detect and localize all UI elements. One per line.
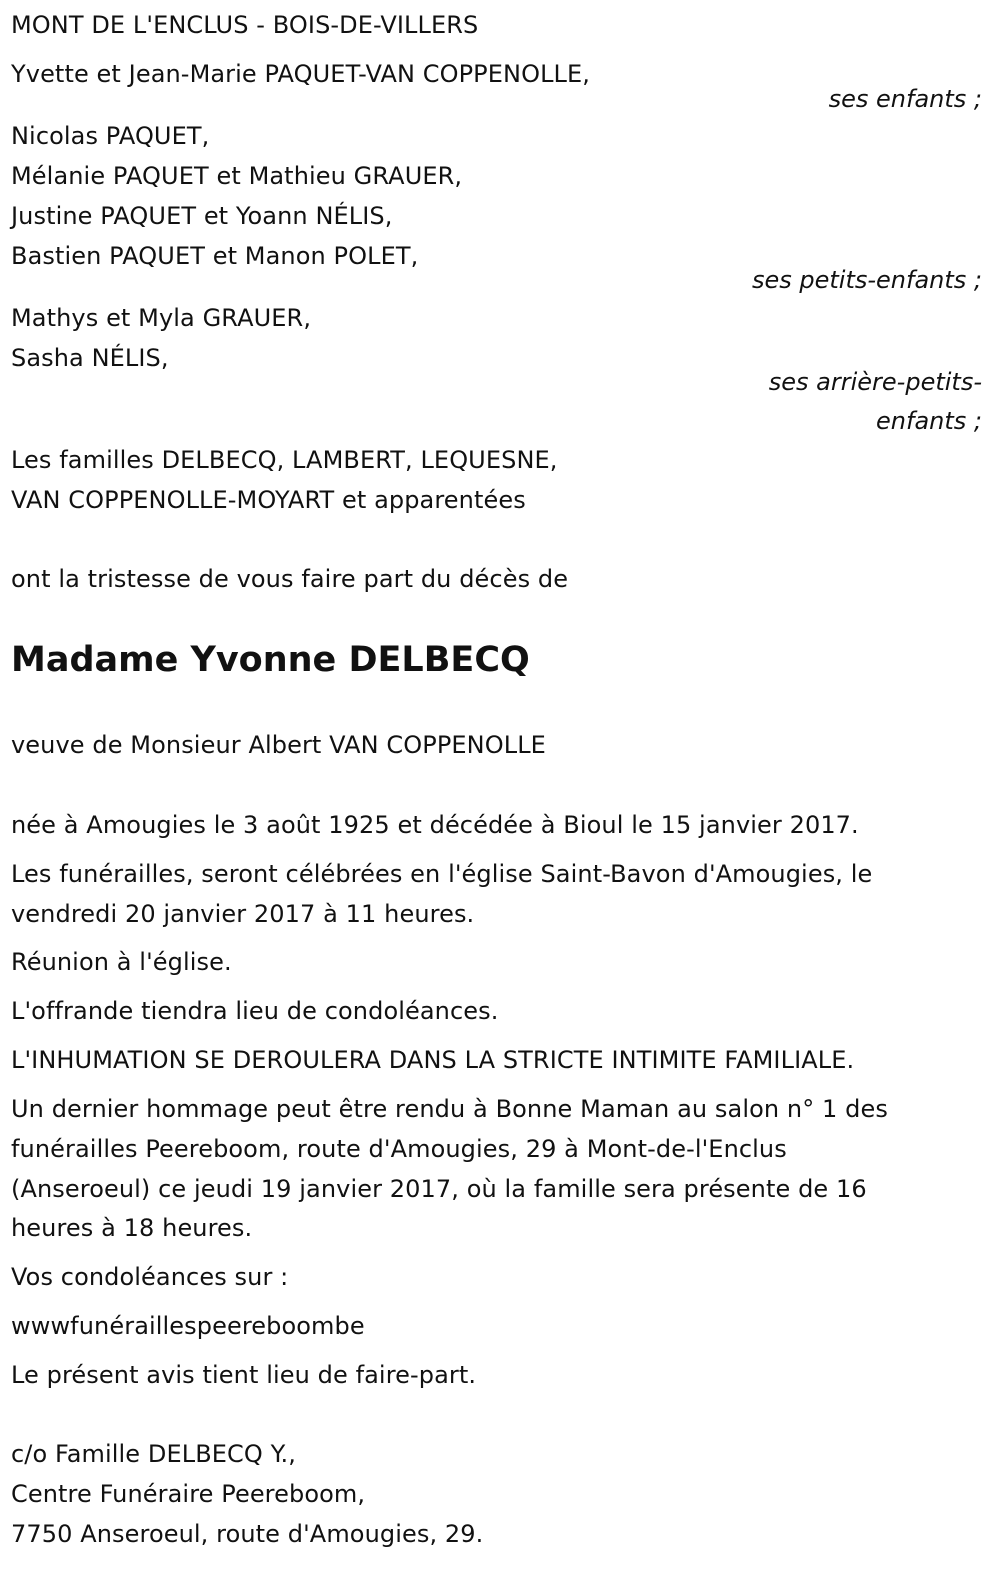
grandchild-line: Nicolas PAQUET, — [11, 122, 210, 150]
burial-info: L'INHUMATION SE DEROULERA DANS LA STRICTE INTIMITE FAMILIALE. — [11, 1046, 855, 1074]
notice-statement: Le présent avis tient lieu de faire-part. — [11, 1361, 477, 1389]
tribute-line: funérailles Peereboom, route d'Amougies, 29 à Mont-de-l'Enclus — [11, 1135, 787, 1163]
tribute-line: Un dernier hommage peut être rendu à Bonne Maman au salon n° 1 des — [11, 1095, 888, 1123]
great-grandchild-line: Mathys et Myla GRAUER, — [11, 304, 312, 332]
funeral-line: Les funérailles, seront célébrées en l'église Saint-Bavon d'Amougies, le — [11, 860, 873, 888]
birth-death-dates: née à Amougies le 3 août 1925 et décédée à Bioul le 15 janvier 2017. — [11, 811, 859, 839]
grandchild-line: Justine PAQUET et Yoann NÉLIS, — [11, 202, 393, 230]
contact-line: c/o Famille DELBECQ Y., — [11, 1440, 296, 1468]
deceased-name: Madame Yvonne DELBECQ — [11, 640, 530, 680]
contact-line: 7750 Anseroeul, route d'Amougies, 29. — [11, 1520, 484, 1548]
great-grandchildren-relation-line2: enfants ; — [876, 407, 982, 435]
grandchild-line: Mélanie PAQUET et Mathieu GRAUER, — [11, 162, 463, 190]
offering-info: L'offrande tiendra lieu de condoléances. — [11, 997, 499, 1025]
children-names: Yvette et Jean-Marie PAQUET-VAN COPPENOLLE, — [11, 60, 590, 88]
announcement-intro: ont la tristesse de vous faire part du décès de — [11, 565, 569, 593]
meeting-info: Réunion à l'église. — [11, 948, 232, 976]
grandchild-line: Bastien PAQUET et Manon POLET, — [11, 242, 419, 270]
condolences-website: wwwfunéraillespeereboombe — [11, 1312, 365, 1340]
location-header: MONT DE L'ENCLUS - BOIS-DE-VILLERS — [11, 11, 479, 39]
grandchildren-relation: ses petits-enfants ; — [751, 266, 982, 294]
condolences-label: Vos condoléances sur : — [11, 1263, 289, 1291]
great-grandchildren-relation-line1: ses arrière-petits- — [768, 368, 982, 396]
families-line: VAN COPPENOLLE-MOYART et apparentées — [11, 486, 526, 514]
tribute-line: (Anseroeul) ce jeudi 19 janvier 2017, où la famille sera présente de 16 — [11, 1175, 867, 1203]
children-relation: ses enfants ; — [828, 85, 982, 113]
great-grandchild-line: Sasha NÉLIS, — [11, 344, 169, 372]
contact-line: Centre Funéraire Peereboom, — [11, 1480, 366, 1508]
widow-of: veuve de Monsieur Albert VAN COPPENOLLE — [11, 731, 546, 759]
tribute-line: heures à 18 heures. — [11, 1214, 253, 1242]
funeral-line: vendredi 20 janvier 2017 à 11 heures. — [11, 900, 475, 928]
families-line: Les familles DELBECQ, LAMBERT, LEQUESNE, — [11, 446, 558, 474]
